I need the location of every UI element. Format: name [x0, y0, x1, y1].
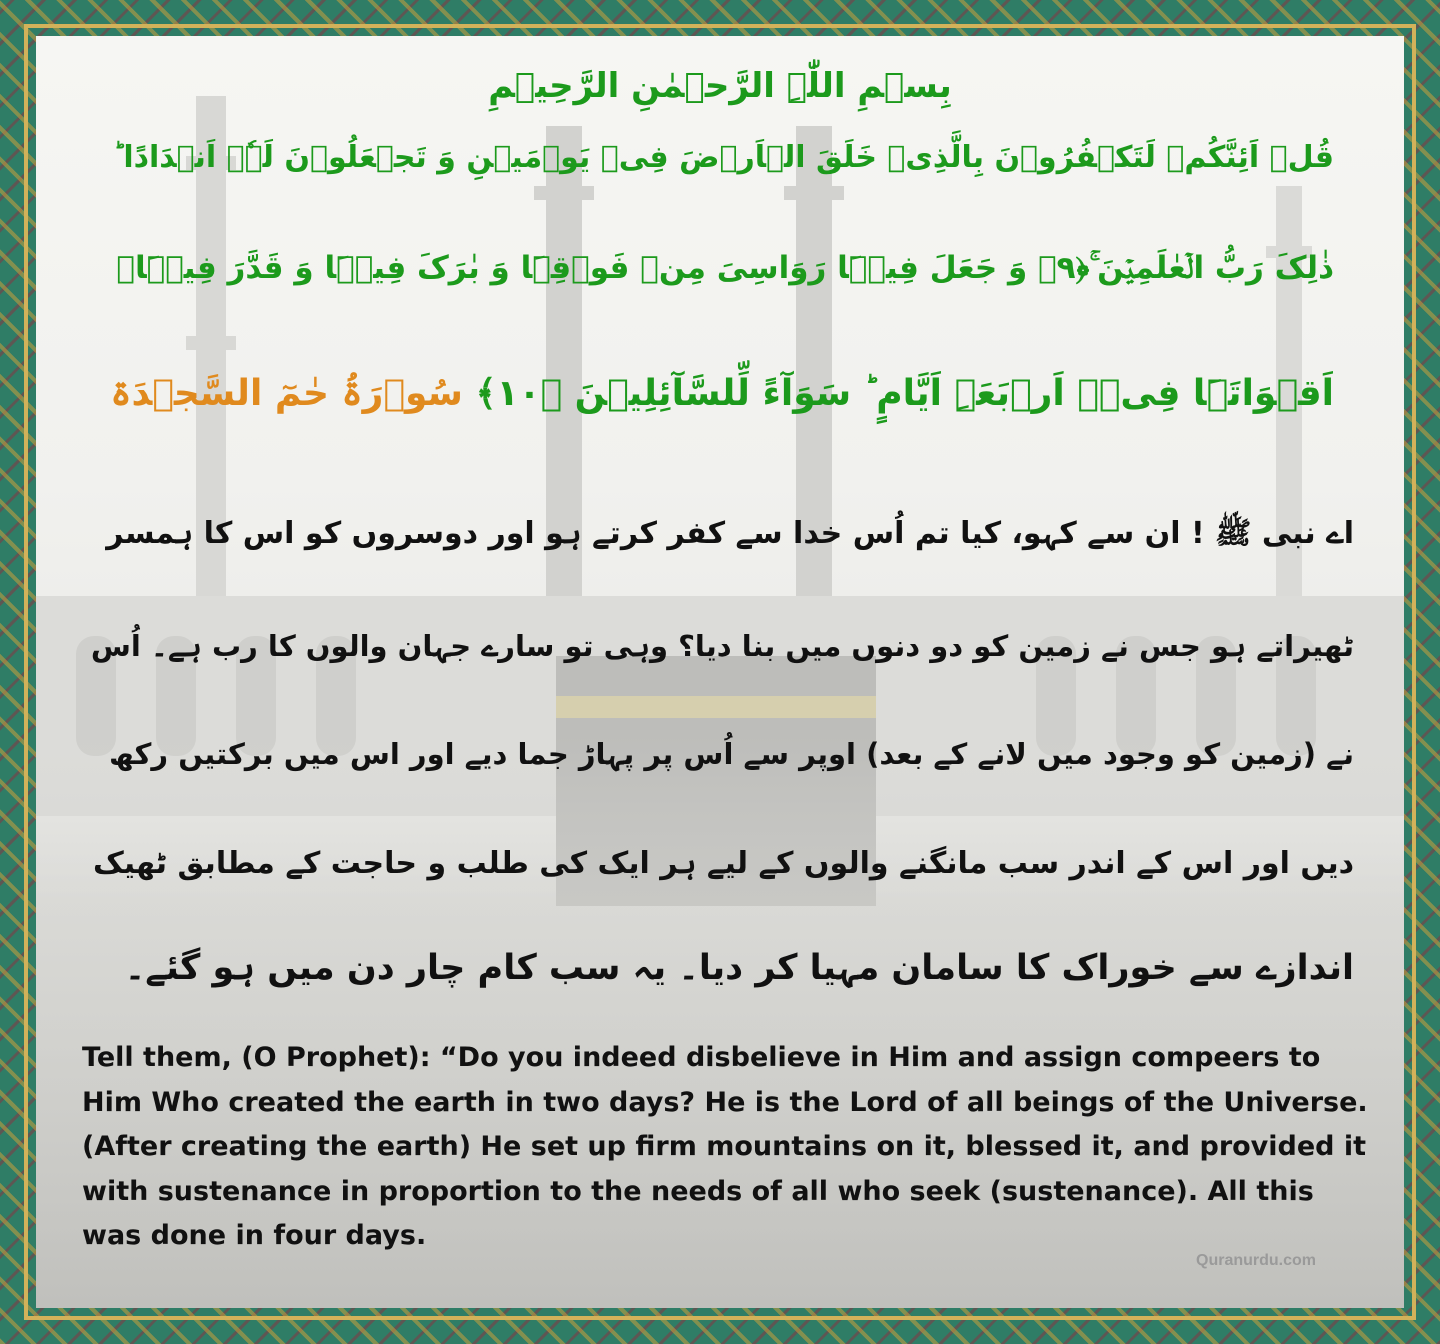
urdu-line-4: دیں اور اس کے اندر سب مانگنے والوں کے لیے ہر ایک کی طلب و حاجت کے مطابق ٹھیک [93, 846, 1354, 881]
bismillah: بِسۡمِ اللّٰہِ الرَّحۡمٰنِ الرَّحِیۡمِ [488, 66, 952, 106]
arabic-verse-line-3-text: اَقۡوَاتَہَا فِیۡۤ اَرۡبَعَۃِ اَیَّامٍ ؕ سَوَآءً لِّلسَّآئِلِیۡنَ ﴿۱۰﴾ [475, 373, 1334, 414]
urdu-line-1: اے نبی ﷺ ! ان سے کہو، کیا تم اُس خدا سے کفر کرتے ہو اور دوسروں کو اس کا ہمسر [106, 516, 1354, 551]
urdu-line-5: اندازے سے خوراک کا سامان مہیا کر دیا۔ یہ سب کام چار دن میں ہو گئے۔ [124, 948, 1354, 988]
arabic-verse-line-1: قُلۡ اَئِنَّکُمۡ لَتَکۡفُرُوۡنَ بِالَّذِیۡ خَلَقَ الۡاَرۡضَ فِیۡ یَوۡمَیۡنِ وَ تَجۡعَلُوۡنَ لَہٗۤ اَنۡدَادًا ؕ [112, 140, 1334, 175]
urdu-line-3: نے (زمین کو وجود میں لانے کے بعد) اوپر سے اُس پر پہاڑ جما دیے اور اس میں برکتیں رکھ [109, 737, 1354, 771]
urdu-line-2: ٹھیراتے ہو جس نے زمین کو دو دنوں میں بنا دیا؟ وہی تو سارے جہان والوں کا رب ہے۔ اُس [90, 629, 1354, 663]
surah-name: سُوۡرَۃُ حٰمٓ السَّجۡدَۃ [110, 373, 463, 414]
english-translation: Tell them, (O Prophet): “Do you indeed disbelieve in Him and assign compeers to Him Who created the earth in two days? He is the Lord of all beings of the Universe. (After creating the earth) He set up firm mountains on it, blessed it, and provided it with sustenance in proportion to the needs of all who seek (sustenance). All this was done in four days. [82, 1042, 1368, 1251]
watermark: Quranurdu.com [1196, 1252, 1317, 1269]
arabic-verse-line-3 [94, 364, 1334, 424]
arabic-verse-line-2: ذٰلِکَ رَبُّ الۡعٰلَمِیۡنَ ۚ﴿۹﴾ وَ جَعَلَ فِیۡہَا رَوَاسِیَ مِنۡ فَوۡقِہَا وَ بٰرَکَ فِیۡہَا وَ قَدَّرَ فِیۡہَاۤ [116, 250, 1334, 286]
content-panel [36, 36, 1404, 1308]
